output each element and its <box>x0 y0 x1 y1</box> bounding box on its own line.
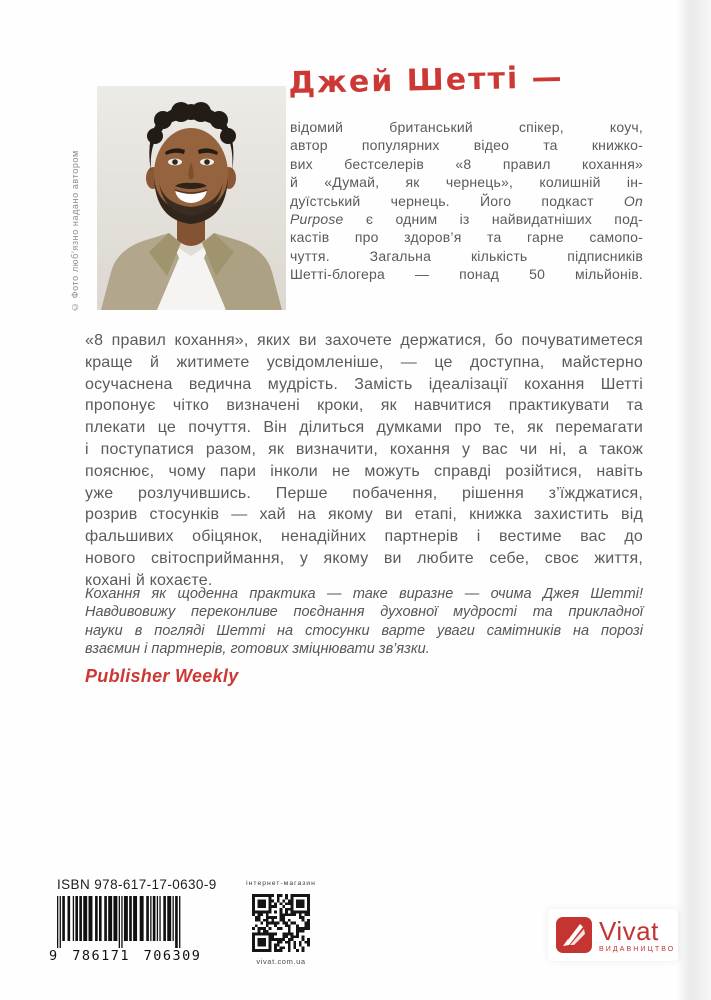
text-line: уже розлучившись. Перше побачення, рішення з’їжджатися, <box>85 484 643 502</box>
author-name-title: Джей Шетті — <box>288 60 564 101</box>
author-bio <box>290 118 643 284</box>
book-edge-shading <box>675 0 711 1000</box>
book-description <box>85 330 643 592</box>
qr-label-url: vivat.com.ua <box>256 957 306 966</box>
quill-icon <box>556 917 592 953</box>
text-line: осучаснена ведична мудрість. Замість ідеалізації кохання Шетті <box>85 375 643 393</box>
qr-label-shop: інтернет-магазин <box>246 880 316 887</box>
text-line: Шетті-блогера — понад 50 мільйонів. <box>290 266 643 283</box>
photo-credit: © Фото люб’язно надано автором <box>70 150 80 312</box>
text-line: кастів про здоров’я та гарне самопо- <box>290 229 643 246</box>
text-line: пояснює, чому пари інколи не можуть справді розійтися, навіть <box>85 462 643 480</box>
text-line: відомий британський спікер, коуч, <box>290 119 643 135</box>
text-line: плекати це почуття. Він ділиться думками про те, як перемагати <box>85 419 643 437</box>
barcode <box>57 896 183 948</box>
text-line: автор популярних відео та книжко- <box>290 137 643 154</box>
text-line: краще й житимете усвідомленіше, — це доступна, майстерно <box>85 353 643 371</box>
text-line: й «Думай, як чернець», колишній ін- <box>290 174 643 191</box>
text-line: і поступатися разом, як визначити, кохання у вас чи ні, а також <box>85 440 643 458</box>
text-line: «8 правил кохання», яких ви захочете держатися, бо почуватиметеся <box>85 332 643 349</box>
text-line: взаємин і партнерів, готових зміцнювати зв’язки. <box>85 640 430 657</box>
text-line: чуття. Загальна кількість підписників <box>290 247 643 264</box>
qr-code <box>252 894 310 952</box>
text-line: вих бестселерів «8 правил кохання» <box>290 155 643 172</box>
text-line: кохані й кохаєте. <box>85 571 213 589</box>
review-quote <box>85 585 643 658</box>
publisher-name: Vivat <box>599 915 659 946</box>
text-line: Кохання як щоденна практика — таке виразне — очима Джея Шетті! <box>85 586 643 602</box>
isbn-label: ISBN 978-617-17-0630-9 <box>57 877 217 892</box>
review-source: Publisher Weekly <box>85 666 239 686</box>
publisher-subtitle: ВИДАВНИЦТВО <box>599 945 676 953</box>
text-line: фальшивих обіцянок, ненадійних партнерів і вестиме вас до <box>85 528 643 546</box>
text-line: Навдивовижу переконливе поєднання духовної мудрості та прикладної <box>85 604 643 621</box>
text-line: Purpose є одним із найвидатніших под- <box>290 211 643 228</box>
text-line: пропонує чітко визначені кроки, як навчитися практикувати та <box>85 397 643 415</box>
author-photo <box>97 86 286 310</box>
text-line: науки в погляді Шетті на стосунки варте уваги самітників на порозі <box>85 622 643 639</box>
text-line: дуїстський чернець. Його подкаст On <box>290 192 643 209</box>
text-line: розрив стосунків — хай на якому ви етапі, книжка захистить від <box>85 506 643 524</box>
barcode-digits: 9 786171 706309 <box>49 948 202 964</box>
text-line: нового світосприймання, у якому ви любите себе, своє життя, <box>85 549 643 567</box>
publisher-logo <box>548 909 678 961</box>
